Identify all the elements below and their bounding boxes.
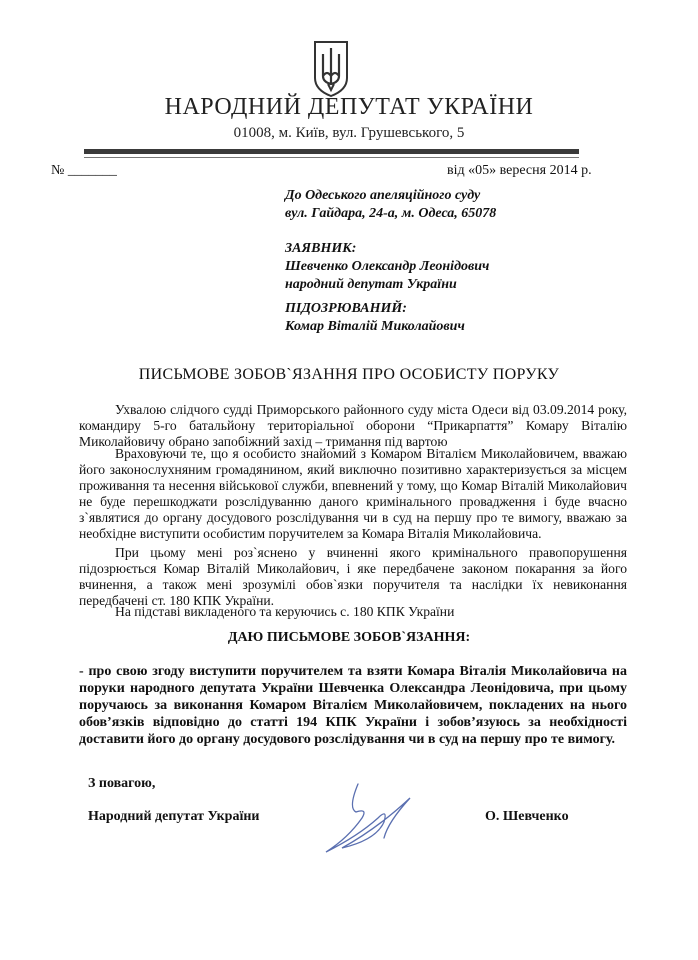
body-paragraph-1: Ухвалою слідчого судді Приморського районного суду міста Одеси від 03.09.2014 року, командиру 5-го батальйону територіальної оборони “Прикарпаття” Комару Віталію Миколайовичу обрано запобіжний захід – тримання під вартою bbox=[79, 402, 627, 449]
signer-role: Народний депутат України bbox=[88, 809, 260, 824]
trident-emblem-icon bbox=[311, 40, 351, 98]
header-divider bbox=[84, 149, 579, 154]
closing-regards: З повагою, bbox=[88, 776, 156, 791]
header-address: 01008, м. Київ, вул. Грушевського, 5 bbox=[233, 125, 465, 141]
document-number: № _______ bbox=[51, 163, 117, 178]
document-date: від «05» вересня 2014 р. bbox=[447, 163, 592, 178]
header-divider-thin bbox=[84, 157, 579, 158]
applicant-block bbox=[285, 240, 489, 294]
suspect-name: Комар Віталій Миколайович bbox=[285, 319, 465, 334]
handwritten-signature-icon bbox=[318, 778, 426, 858]
recipient-address: вул. Гайдара, 24-а, м. Одеса, 65078 bbox=[285, 206, 497, 221]
applicant-label: ЗАЯВНИК: bbox=[285, 241, 357, 256]
pledge-text: - про свою згоду виступити поручителем та взяти Комара Віталія Миколайовича на поруки народного депутата України Шевченка Олександра Леонідовича, при цьому поручаюсь за виконання Комаром Віталієм Миколайовичем, покладених на нього обов’язків відповідно до статті 194 КПК України і зобов’язуюсь за необхідності доставити його до органу досудового розслідування чи в суд на першу про те вимогу. bbox=[79, 664, 627, 747]
body-paragraph-3: При цьому мені роз`яснено у вчиненні якого кримінального правопорушення підозрюється Комар Віталій Миколайович, і яке передбачене законом покарання за його вчинення, а також мені зрозумілі обов`язки поручителя та наслідки їх невиконання передбачені ст. 180 КПК України. bbox=[79, 545, 627, 608]
body-paragraph-2: Враховуючи те, що я особисто знайомий з Комаром Віталієм Миколайовичем, вважаю його законослухняним громадянином, який виключно позитивно характеризується за місцем проживання та несення військової служби, впевнений у тому, що Комар Віталій Миколайович не буде перешкоджати розслідуванню даного кримінального провадження і буде вчасно з`являтися до органу досудового розслідування чи в суд на першу про те вимогу, вважаю за необхідне виступити особистим поручителем за Комара Віталія Миколайовича. bbox=[79, 446, 627, 541]
suspect-block bbox=[285, 300, 465, 336]
body-paragraph-4: На підставі викладеного та керуючись с. 180 КПК України bbox=[115, 604, 455, 619]
applicant-name: Шевченко Олександр Леонідович bbox=[285, 259, 490, 274]
recipient-block bbox=[285, 187, 496, 223]
suspect-label: ПІДОЗРЮВАНИЙ: bbox=[285, 301, 407, 316]
applicant-position: народний депутат України bbox=[285, 277, 457, 292]
signer-name: О. Шевченко bbox=[485, 809, 569, 824]
pledge-title: ДАЮ ПИСЬМОВЕ ЗОБОВ`ЯЗАННЯ: bbox=[227, 630, 471, 645]
page-title: НАРОДНИЙ ДЕПУТАТ УКРАЇНИ bbox=[164, 94, 534, 120]
recipient-line: До Одеського апеляційного суду bbox=[285, 188, 481, 203]
document-title: ПИСЬМОВЕ ЗОБОВ`ЯЗАННЯ ПРО ОСОБИСТУ ПОРУКУ bbox=[138, 366, 560, 383]
